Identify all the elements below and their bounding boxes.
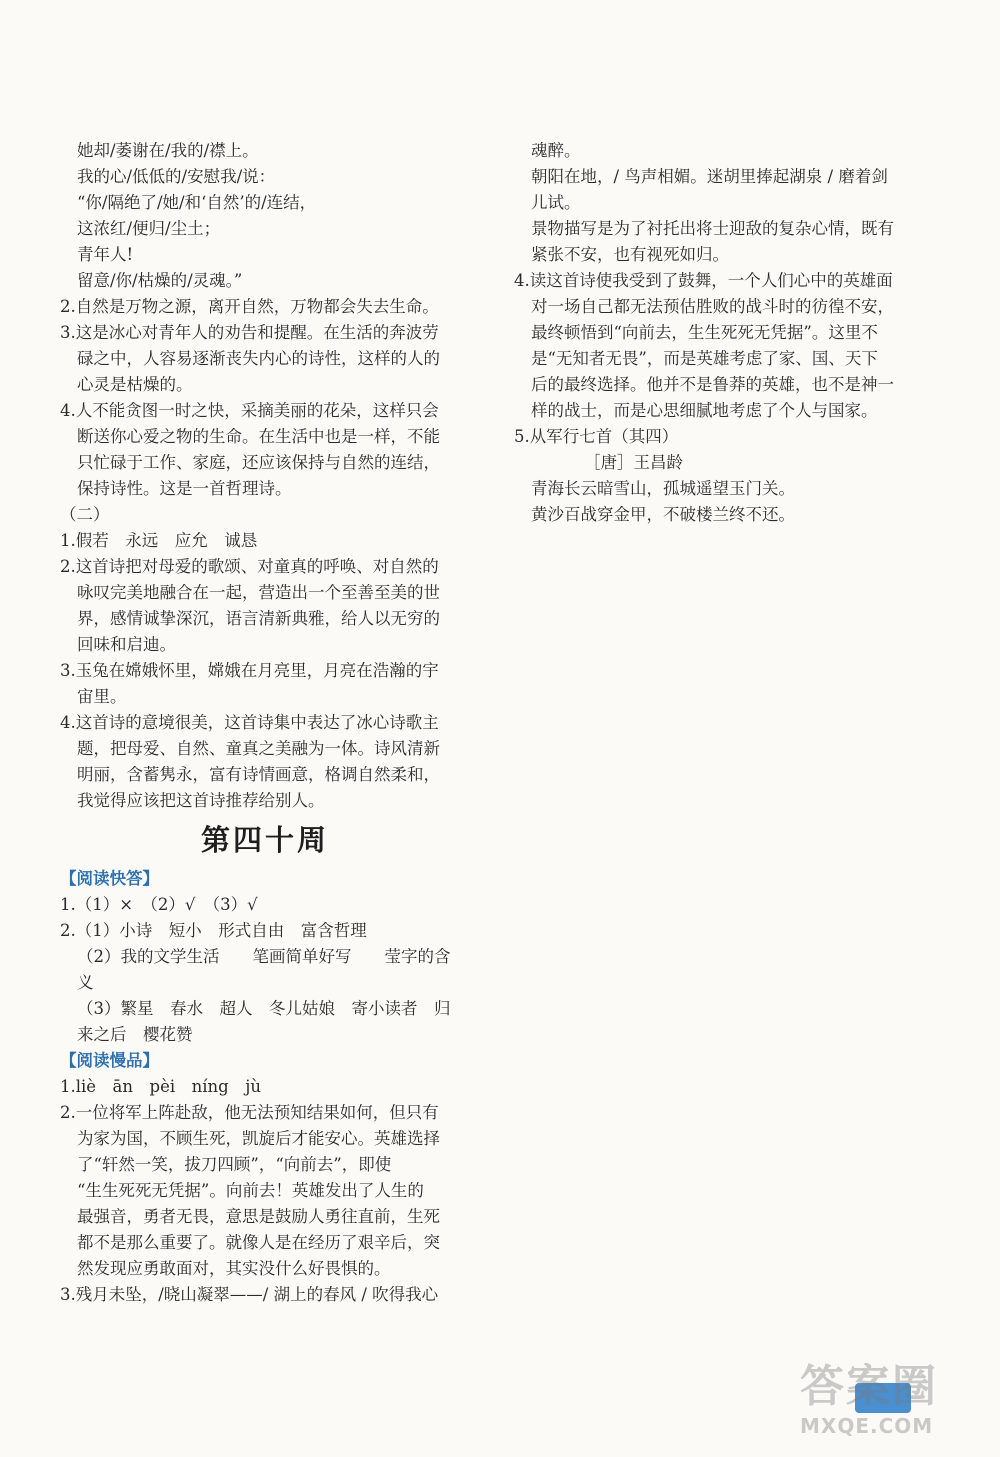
text-line: 最终顿悟到“向前去，生生死死无凭据”。这里不 (531, 323, 878, 342)
text-line: 是“无知者无畏”，而是英雄考虑了家、国、天下 (531, 349, 878, 368)
text-line: 明丽，含蓄隽永，富有诗情画意，格调自然柔和， (77, 765, 440, 784)
text-line: 2.（1）小诗 短小 形式自由 富含哲理 (60, 921, 367, 940)
part-two-label: （二） (60, 505, 110, 524)
text-line: 1.liè ān pèi níng jù (60, 1077, 261, 1096)
text-line: 1.假若 永远 应允 诚恳 (60, 531, 258, 550)
text-line: 4.人不能贪图一时之快，采摘美丽的花朵，这样只会 (60, 401, 439, 420)
text-line: 5.从军行七首（其四） (514, 427, 679, 446)
text-line: 2.自然是万物之源，离开自然，万物都会失去生命。 (60, 297, 439, 316)
text-line: 对一场自己都无法预估胜败的战斗时的彷徨不安， (531, 297, 894, 316)
text-line: 咏叹完美地融合在一起，营造出一个至善至美的世 (77, 583, 440, 602)
watermark-logo: 答案圈 (800, 1361, 938, 1412)
watermark-url: MXQE.COM (800, 1414, 934, 1438)
text-line: 3.残月未坠，/晓山凝翠——/ 湖上的春风 / 吹得我心 (60, 1285, 439, 1304)
text-line: ［唐］王昌龄 (584, 453, 683, 472)
answers-part-one (60, 294, 470, 502)
text-line: 儿试。 (531, 193, 581, 212)
text-line: 朝阳在地，/ 鸟声相媚。迷胡里捧起湖泉 / 磨着剑 (531, 167, 888, 186)
text-line: 我觉得应该把这首诗推荐给别人。 (77, 791, 325, 810)
left-column (60, 138, 470, 1308)
text-line: “生生死死无凭据”。向前去！英雄发出了人生的 (77, 1181, 424, 1200)
text-line: 4.这首诗的意境很美，这首诗集中表达了冰心诗歌主 (60, 713, 439, 732)
text-line: 断送你心爱之物的生命。在生活中也是一样，不能 (77, 427, 440, 446)
text-line: 黄沙百战穿金甲，不破楼兰终不还。 (531, 505, 795, 524)
text-line: “你/隔绝了/她/和‘自然’的/连结， (77, 193, 317, 212)
text-line: 景物描写是为了衬托出将士迎敌的复杂心情，既有 (531, 219, 894, 238)
text-line: 来之后 樱花赞 (77, 1025, 193, 1044)
slow-reading-label: 【阅读慢品】 (60, 1051, 159, 1070)
quick-answer-label: 【阅读快答】 (60, 869, 159, 888)
text-line: 碌之中，人容易逐渐丧失内心的诗性，这样的人的 (77, 349, 440, 368)
watermark (800, 1360, 990, 1450)
text-line: 4.读这首诗使我受到了鼓舞，一个人们心中的英雄面 (514, 271, 893, 290)
text-line: 样的战士，而是心思细腻地考虑了个人与国家。 (531, 401, 878, 420)
right-column (514, 138, 924, 528)
text-line: 只忙碌于工作、家庭，还应该保持与自然的连结， (77, 453, 440, 472)
text-line: （2）我的文学生活 笔画简单好写 莹字的含 (77, 947, 451, 966)
text-line: 最强音，勇者无畏，意思是鼓励人勇往直前，生死 (77, 1207, 440, 1226)
answers-part-two (60, 528, 470, 814)
text-line: 后的最终选择。他并不是鲁莽的英雄，也不是神一 (531, 375, 894, 394)
text-line: 我的心/低低的/安慰我/说： (77, 167, 276, 186)
text-line: 然发现应勇敢面对，其实没什么好畏惧的。 (77, 1259, 391, 1278)
text-line: 心灵是枯燥的。 (77, 375, 193, 394)
text-line: 都不是那么重要了。就像人是在经历了艰辛后，突 (77, 1233, 440, 1252)
text-line: 1.（1）× （2）√ （3）√ (60, 895, 258, 914)
text-line: 魂醉。 (531, 141, 581, 160)
poem-excerpt (60, 138, 470, 294)
quick-answer-list (60, 892, 470, 1048)
text-line: 题，把母爱、自然、童真之美融为一体。诗风清新 (77, 739, 440, 758)
text-line: （3）繁星 春水 超人 冬儿姑娘 寄小读者 归 (77, 999, 451, 1018)
text-line: 了“轩然一笑，拔刀四顾”，“向前去”，即使 (77, 1155, 392, 1174)
text-line: 义 (77, 973, 94, 992)
text-line: 这浓红/便归/尘土； (77, 219, 221, 238)
text-line: 保持诗性。这是一首哲理诗。 (77, 479, 292, 498)
text-line: 留意/你/枯燥的/灵魂。” (77, 271, 243, 290)
right-column-text (514, 138, 924, 528)
text-line: 3.玉兔在嫦娥怀里，嫦娥在月亮里，月亮在浩瀚的宇 (60, 661, 439, 680)
text-line: 青海长云暗雪山，孤城遥望玉门关。 (531, 479, 795, 498)
text-line: 3.这是冰心对青年人的劝告和提醒。在生活的奔波劳 (60, 323, 439, 342)
text-line: 界，感情诚挚深沉，语言清新典雅，给人以无穷的 (77, 609, 440, 628)
slow-reading-list (60, 1074, 470, 1308)
week-heading: 第四十周 (200, 823, 329, 857)
text-line: 青年人! (77, 245, 134, 264)
text-line: 2.这首诗把对母爱的歌颂、对童真的呼唤、对自然的 (60, 557, 439, 576)
text-line: 为家为国，不顾生死，凯旋后才能安心。英雄选择 (77, 1129, 440, 1148)
text-line: 她却/萎谢在/我的/襟上。 (77, 141, 259, 160)
text-line: 2.一位将军上阵赴敌，他无法预知结果如何，但只有 (60, 1103, 439, 1122)
text-line: 紧张不安，也有视死如归。 (531, 245, 729, 264)
text-line: 回味和启迪。 (77, 635, 176, 654)
text-line: 宙里。 (77, 687, 127, 706)
